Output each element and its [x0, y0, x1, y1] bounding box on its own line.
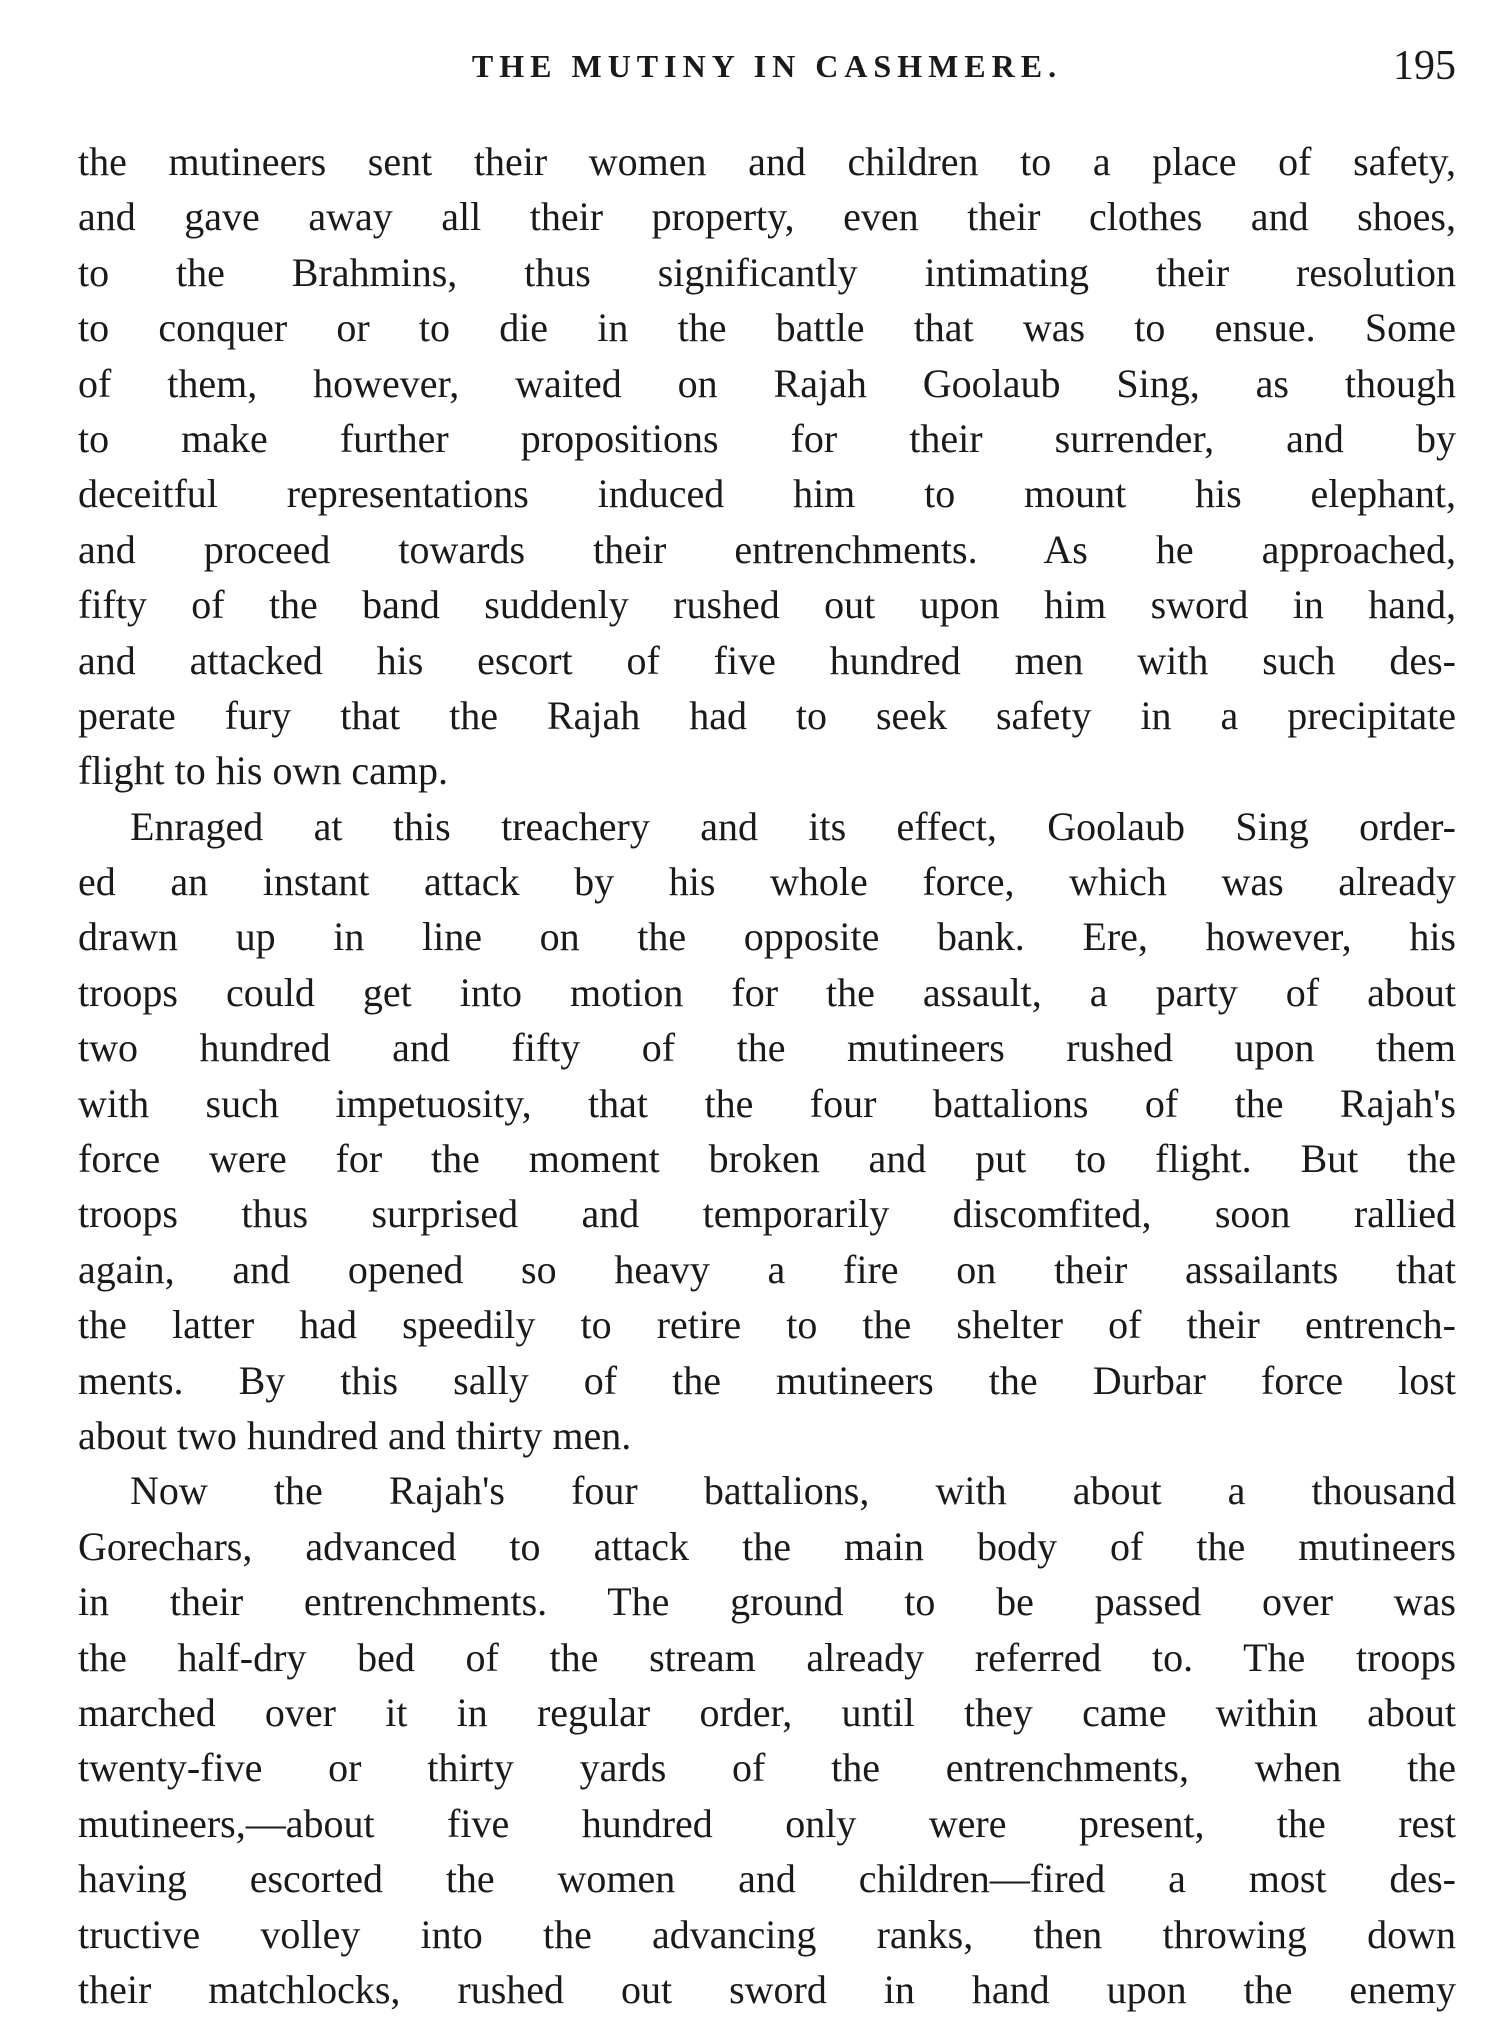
- text-line: ed an instant attack by his whole force, which was already: [78, 859, 1456, 905]
- running-header: [78, 42, 1456, 92]
- text-line: marched over it in regular order, until they came within about: [78, 1689, 1456, 1735]
- text-line: flight to his own camp.: [78, 748, 448, 794]
- text-line: twenty-five or thirty yards of the entrenchments, when the: [78, 1745, 1456, 1791]
- text-line: two hundred and fifty of the mutineers rushed upon them: [78, 1025, 1456, 1071]
- text-line: Gorechars, advanced to attack the main body of the mutineers: [78, 1523, 1456, 1569]
- text-line: force were for the moment broken and put to flight. But the: [78, 1136, 1456, 1182]
- page-number: 195: [1393, 43, 1456, 89]
- text-line: the mutineers sent their women and children to a place of safety,: [78, 139, 1456, 184]
- text-line: having escorted the women and children—fired a most des-: [78, 1856, 1456, 1902]
- text-line: mutineers,—about five hundred only were present, the rest: [78, 1800, 1456, 1846]
- running-title: THE MUTINY IN CASHMERE.: [471, 48, 1063, 84]
- text-line: to conquer or to die in the battle that was to ensue. Some: [78, 305, 1456, 351]
- text-line: troops could get into motion for the assault, a party of about: [78, 969, 1456, 1015]
- text-line: troops thus surprised and temporarily discomfited, soon rallied: [78, 1191, 1456, 1237]
- text-line: perate fury that the Rajah had to seek safety in a precipitate: [78, 692, 1456, 738]
- text-line: about two hundred and thirty men.: [78, 1412, 632, 1458]
- text-line: the half-dry bed of the stream already referred to. The troops: [78, 1634, 1456, 1680]
- paragraph: [78, 799, 1456, 1464]
- text-line: tructive volley into the advancing ranks, then throwing down: [78, 1911, 1456, 1957]
- text-line: the latter had speedily to retire to the shelter of their entrench-: [78, 1302, 1456, 1348]
- text-line: again, and opened so heavy a fire on their assailants that: [78, 1246, 1456, 1292]
- text-line: ments. By this sally of the mutineers the Durbar force lost: [78, 1357, 1456, 1403]
- body-text: [78, 134, 1456, 2017]
- text-line: and attacked his escort of five hundred men with such des-: [78, 637, 1456, 683]
- text-line: drawn up in line on the opposite bank. Ere, however, his: [78, 914, 1456, 960]
- text-line: and gave away all their property, even their clothes and shoes,: [78, 194, 1456, 240]
- text-line: to the Brahmins, thus significantly intimating their resolution: [78, 249, 1456, 295]
- text-line: in their entrenchments. The ground to be passed over was: [78, 1579, 1456, 1625]
- text-line: fifty of the band suddenly rushed out upon him sword in hand,: [78, 582, 1456, 628]
- text-line: Now the Rajah's four battalions, with about a thousand: [130, 1468, 1456, 1514]
- text-line: deceitful representations induced him to mount his elephant,: [78, 471, 1456, 517]
- text-line: of them, however, waited on Rajah Goolaub Sing, as though: [78, 360, 1456, 406]
- text-line: their matchlocks, rushed out sword in hand upon the enemy: [78, 1966, 1456, 2012]
- paragraph: [78, 134, 1456, 799]
- text-line: to make further propositions for their surrender, and by: [78, 415, 1456, 461]
- text-line: with such impetuosity, that the four battalions of the Rajah's: [78, 1080, 1456, 1126]
- text-line: and proceed towards their entrenchments. As he approached,: [78, 526, 1456, 572]
- paragraph: [78, 1463, 1456, 2017]
- text-line: Enraged at this treachery and its effect, Goolaub Sing order-: [130, 803, 1456, 849]
